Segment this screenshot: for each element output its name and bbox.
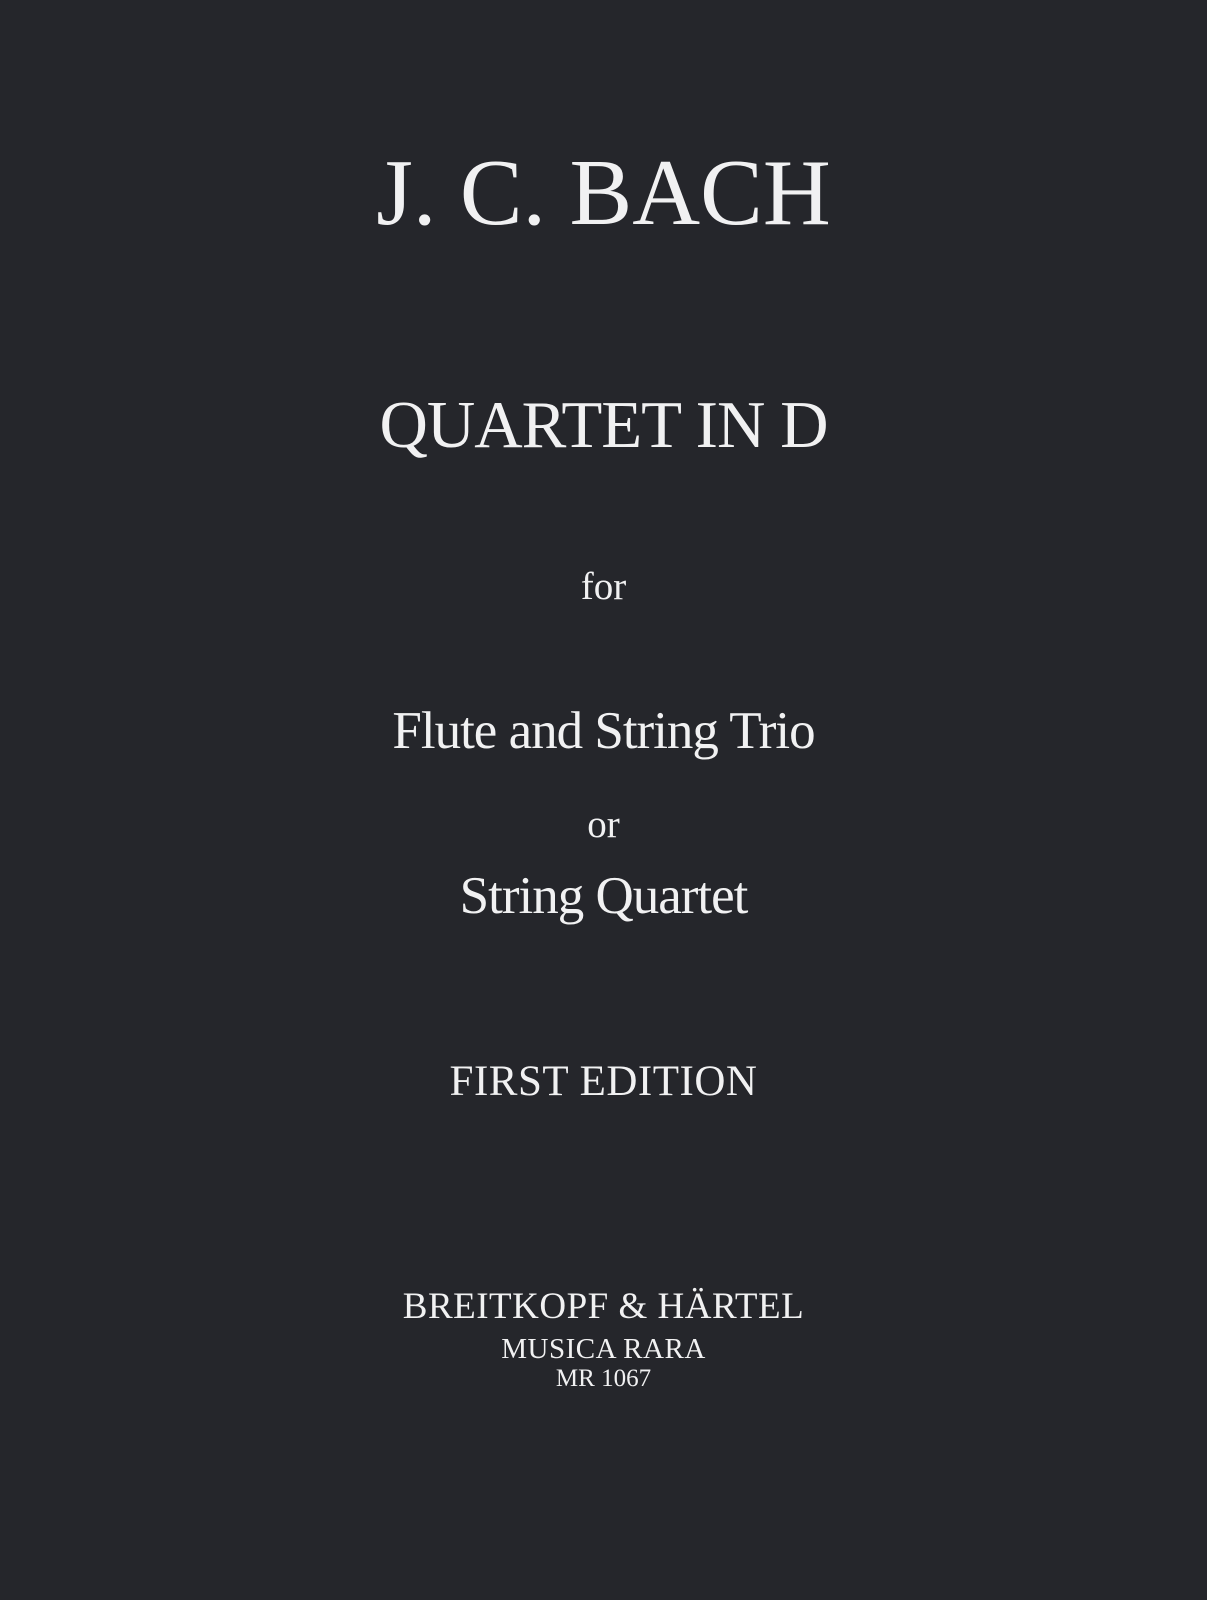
catalog-number: MR 1067	[555, 1365, 652, 1392]
edition-label: FIRST EDITION	[449, 1058, 758, 1105]
instrumentation-alternate: String Quartet	[459, 867, 748, 925]
imprint-name: MUSICA RARA	[501, 1333, 706, 1365]
for-label: for	[580, 565, 627, 608]
publisher-name: BREITKOPF & HÄRTEL	[402, 1286, 805, 1327]
composer-name: J. C. BACH	[376, 141, 831, 245]
instrumentation-primary: Flute and String Trio	[392, 702, 815, 760]
work-title: QUARTET IN D	[379, 388, 828, 462]
or-label: or	[587, 803, 620, 846]
